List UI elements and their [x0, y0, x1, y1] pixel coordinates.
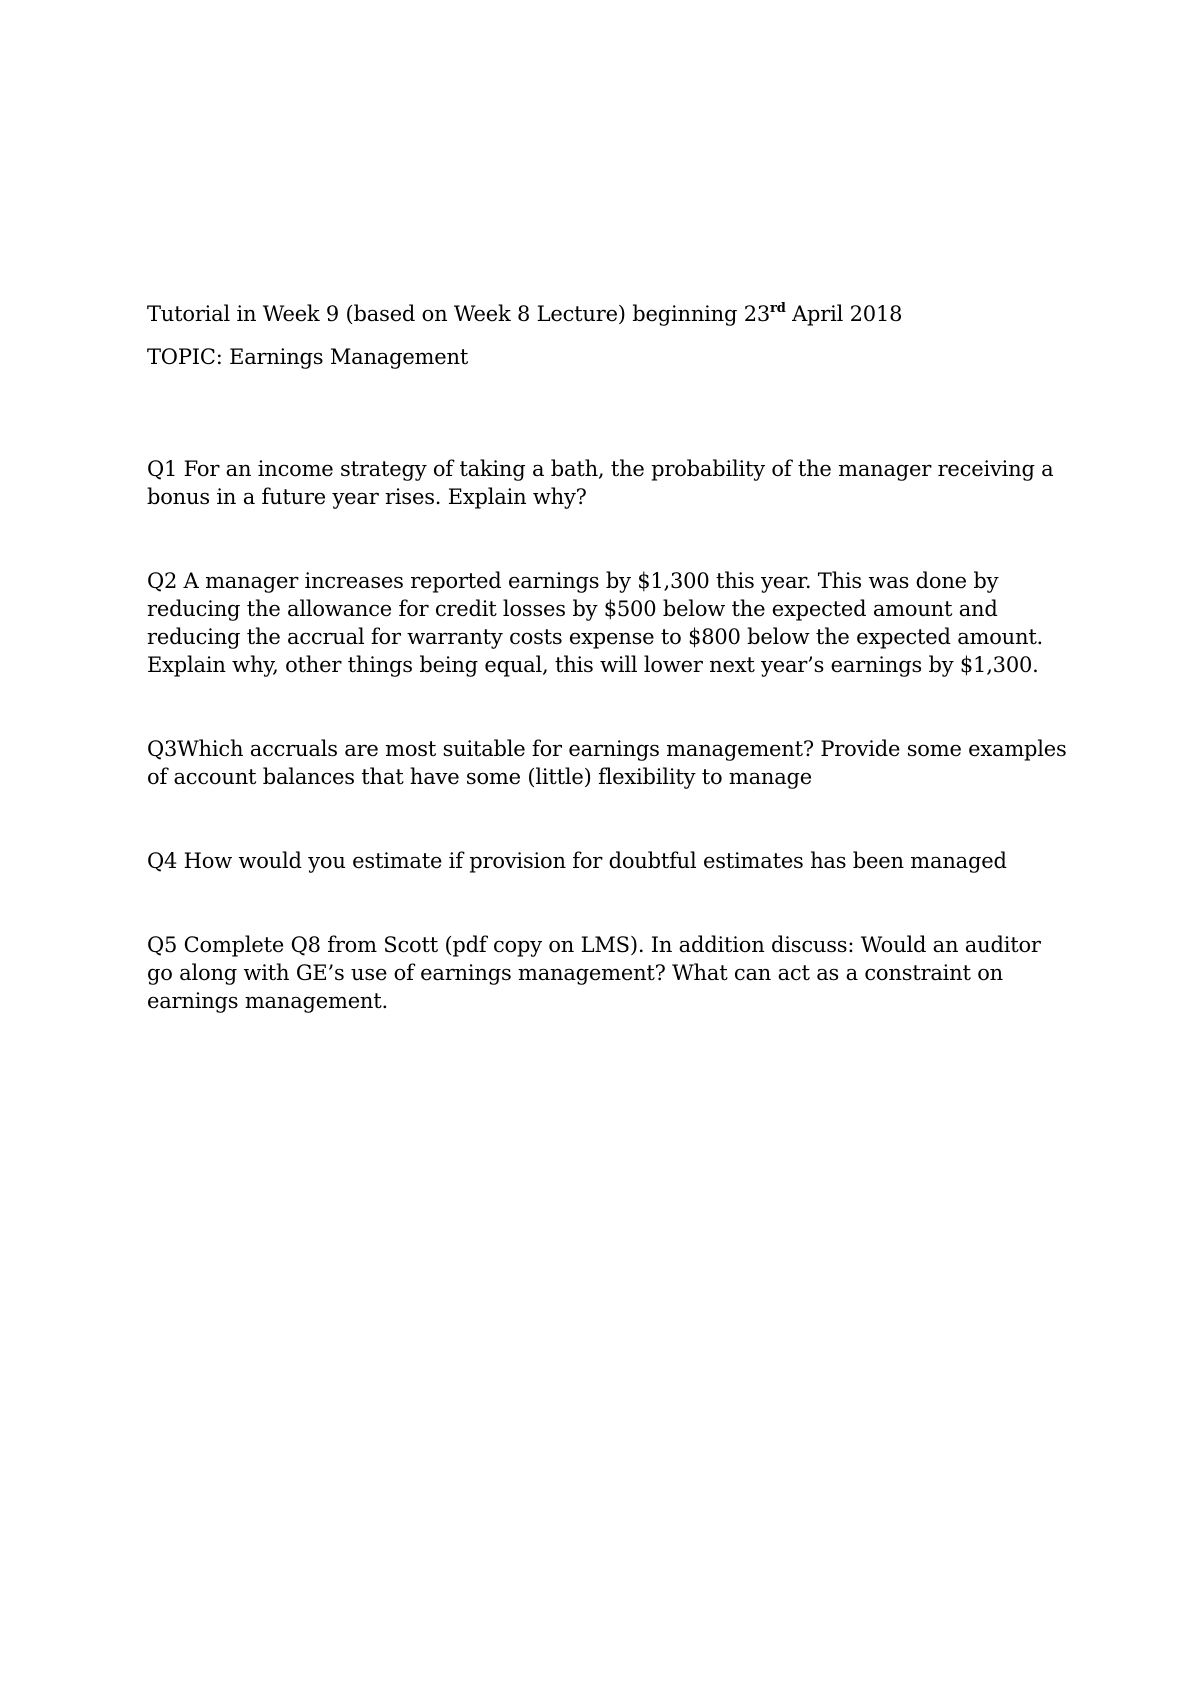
title-suffix: April 2018	[785, 302, 903, 326]
question-5: Q5 Complete Q8 from Scott (pdf copy on LMS). In addition discuss: Would an auditor go along with GE’s use of earnings management? What can act as a constraint on earnings management.	[147, 933, 1041, 1013]
question-4: Q4 How would you estimate if provision for doubtful estimates has been managed	[147, 849, 1007, 873]
page-title	[147, 300, 1067, 328]
title-superscript: rd	[770, 301, 786, 316]
question-3: Q3Which accruals are most suitable for earnings management? Provide some examples of account balances that have some (little) flexibility to manage	[147, 737, 1067, 789]
document-body	[147, 300, 1067, 1015]
title-prefix: Tutorial in Week 9 (based on Week 8 Lecture) beginning 23	[147, 302, 771, 326]
topic-heading: TOPIC: Earnings Management	[147, 345, 469, 369]
question-2: Q2 A manager increases reported earnings by $1,300 this year. This was done by reducing the allowance for credit losses by $500 below the expected amount and reducing the accrual for warranty costs expense to $800 below the expected amount. Explain why, other things being equal, this will lower next year’s earnings by $1,300.	[147, 569, 1044, 677]
question-1: Q1 For an income strategy of taking a bath, the probability of the manager receiving a bonus in a future year rises. Explain why?	[147, 457, 1054, 509]
